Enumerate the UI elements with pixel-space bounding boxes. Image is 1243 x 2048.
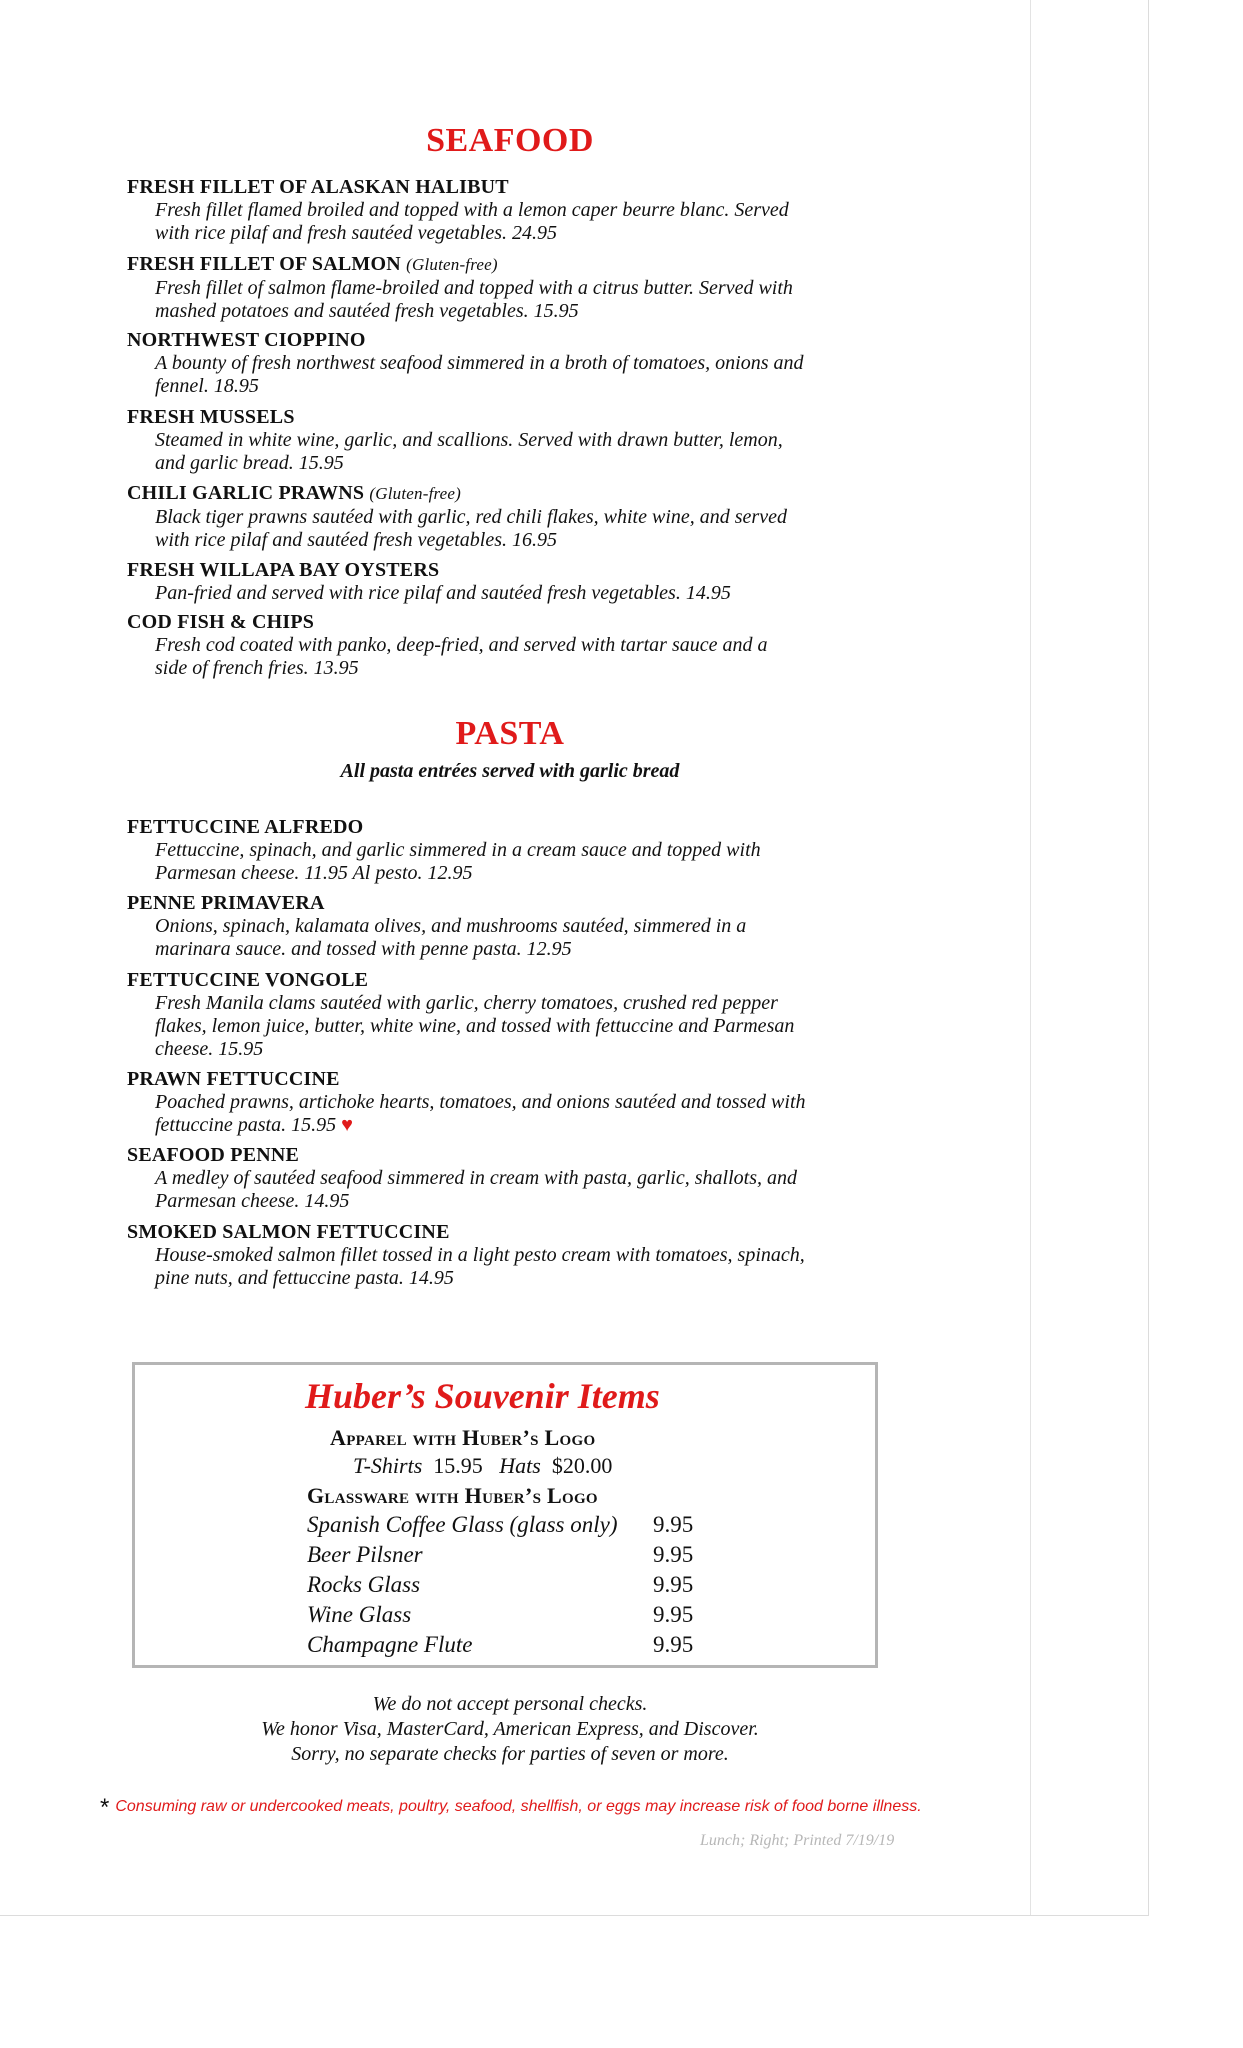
item-description: Parmesan cheese. 11.95 Al pesto. 12.95 (155, 862, 473, 884)
hats-label: Hats (499, 1453, 541, 1478)
tshirts-label: T-Shirts (353, 1453, 423, 1478)
item-description: Poached prawns, artichoke hearts, tomatoes, and onions sautéed and tossed with (155, 1091, 806, 1113)
item-description: cheese. 15.95 (155, 1038, 264, 1060)
item-name: FETTUCCINE VONGOLE (127, 969, 369, 991)
item-description: A bounty of fresh northwest seafood simmered in a broth of tomatoes, onions and (155, 352, 804, 374)
tshirts-price: 15.95 (433, 1453, 483, 1478)
item-name: FRESH MUSSELS (127, 406, 295, 428)
item-description: marinara sauce. and tossed with penne pasta. 12.95 (155, 938, 572, 960)
health-disclaimer (100, 1794, 922, 1822)
item-description: and garlic bread. 15.95 (155, 452, 344, 474)
asterisk: * (100, 1794, 110, 1821)
gluten-free-note: (Gluten-free) (406, 255, 498, 274)
item-description: Steamed in white wine, garlic, and scallions. Served with drawn butter, lemon, (155, 429, 783, 451)
menu-item (127, 1143, 927, 1213)
item-name: COD FISH & CHIPS (127, 611, 315, 633)
item-description: with rice pilaf and sautéed fresh vegetables. 16.95 (155, 529, 557, 551)
item-name: PENNE PRIMAVERA (127, 892, 325, 914)
item-name: PRAWN FETTUCCINE (127, 1068, 340, 1090)
item-name: SEAFOOD PENNE (127, 1144, 300, 1166)
payment-note: Sorry, no separate checks for parties of seven or more. (291, 1743, 729, 1765)
glassware-item-name: Beer Pilsner (307, 1542, 423, 1567)
souvenir-title: Huber’s Souvenir Items (305, 1376, 660, 1416)
menu-item (127, 558, 927, 605)
item-name: CHILI GARLIC PRAWNS (127, 482, 365, 504)
menu-item (127, 891, 927, 961)
gluten-free-note: (Gluten-free) (369, 484, 462, 503)
item-description: Fresh fillet of salmon flame-broiled and topped with a citrus butter. Served with (155, 277, 793, 299)
disclaimer-text: Consuming raw or undercooked meats, poultry, seafood, shellfish, or eggs may increase risk of food borne illness. (115, 1798, 922, 1815)
item-description: mashed potatoes and sautéed fresh vegetables. 15.95 (155, 300, 579, 322)
item-name: NORTHWEST CIOPPINO (127, 329, 366, 351)
glassware-item-price: 9.95 (653, 1632, 694, 1657)
item-description: Fettuccine, spinach, and garlic simmered in a cream sauce and topped with (155, 839, 761, 861)
glassware-item-price: 9.95 (653, 1572, 694, 1597)
payment-note: We do not accept personal checks. (372, 1693, 648, 1715)
menu-item (127, 328, 927, 398)
glassware-item-price: 9.95 (653, 1542, 694, 1567)
item-description: flakes, lemon juice, butter, white wine, and tossed with fettuccine and Parmesan (155, 1015, 795, 1037)
item-name: FETTUCCINE ALFREDO (127, 816, 364, 838)
item-name: FRESH FILLET OF SALMON (127, 253, 401, 275)
item-description: Onions, spinach, kalamata olives, and mushrooms sautéed, simmered in a (155, 915, 747, 937)
hats-price: $20.00 (551, 1453, 613, 1478)
item-name: SMOKED SALMON FETTUCCINE (127, 1221, 450, 1243)
glassware-item-name: Wine Glass (307, 1602, 412, 1627)
glassware-item-name: Rocks Glass (307, 1572, 421, 1597)
item-description: Parmesan cheese. 14.95 (155, 1190, 350, 1212)
glassware-item-price: 9.95 (653, 1602, 694, 1627)
menu-item (127, 968, 927, 1061)
item-description: Fresh cod coated with panko, deep-fried, and served with tartar sauce and a (155, 634, 768, 656)
item-description: Pan-fried and served with rice pilaf and sautéed fresh vegetables. 14.95 (155, 582, 731, 604)
heart-icon: ♥ (341, 1114, 353, 1136)
seafood-heading: SEAFOOD (426, 122, 594, 159)
souvenir-box (132, 1362, 878, 1668)
menu-item (127, 481, 927, 552)
pasta-subheading: All pasta entrées served with garlic bread (340, 760, 680, 782)
item-description: A medley of sautéed seafood simmered in cream with pasta, garlic, shallots, and (155, 1167, 797, 1189)
menu-item (127, 1220, 927, 1290)
print-note: Lunch; Right; Printed 7/19/19 (700, 1832, 895, 1849)
item-description: pine nuts, and fettuccine pasta. 14.95 (155, 1267, 454, 1289)
item-description: fettuccine pasta. 15.95 (155, 1114, 337, 1136)
item-description: Fresh Manila clams sautéed with garlic, cherry tomatoes, crushed red pepper (155, 992, 778, 1014)
item-description: Black tiger prawns sautéed with garlic, red chili flakes, white wine, and served (155, 506, 787, 528)
payment-note: We honor Visa, MasterCard, American Express, and Discover. (261, 1718, 759, 1740)
item-name: FRESH WILLAPA BAY OYSTERS (127, 559, 440, 581)
glassware-item-name: Champagne Flute (307, 1632, 473, 1657)
glassware-item-name: Spanish Coffee Glass (glass only) (307, 1512, 618, 1537)
apparel-row (353, 1453, 612, 1479)
item-description: House-smoked salmon fillet tossed in a light pesto cream with tomatoes, spinach, (155, 1244, 805, 1266)
menu-item (127, 175, 927, 245)
glassware-heading: Glassware with Huber’s Logo (307, 1483, 598, 1508)
item-description: side of french fries. 13.95 (155, 657, 359, 679)
item-name: FRESH FILLET OF ALASKAN HALIBUT (127, 176, 509, 198)
item-description: with rice pilaf and fresh sautéed vegetables. 24.95 (155, 222, 557, 244)
menu-item (127, 815, 927, 885)
menu-item (127, 405, 927, 475)
page-edge-divider (1030, 0, 1031, 1915)
item-description: fennel. 18.95 (155, 375, 259, 397)
menu-item (127, 610, 927, 680)
glassware-item-price: 9.95 (653, 1512, 694, 1537)
menu-item (127, 1067, 927, 1137)
item-description: Fresh fillet flamed broiled and topped with a lemon caper beurre blanc. Served (155, 199, 789, 221)
pasta-heading: PASTA (455, 715, 565, 752)
menu-item (127, 252, 927, 323)
apparel-heading: Apparel with Huber’s Logo (330, 1425, 596, 1450)
